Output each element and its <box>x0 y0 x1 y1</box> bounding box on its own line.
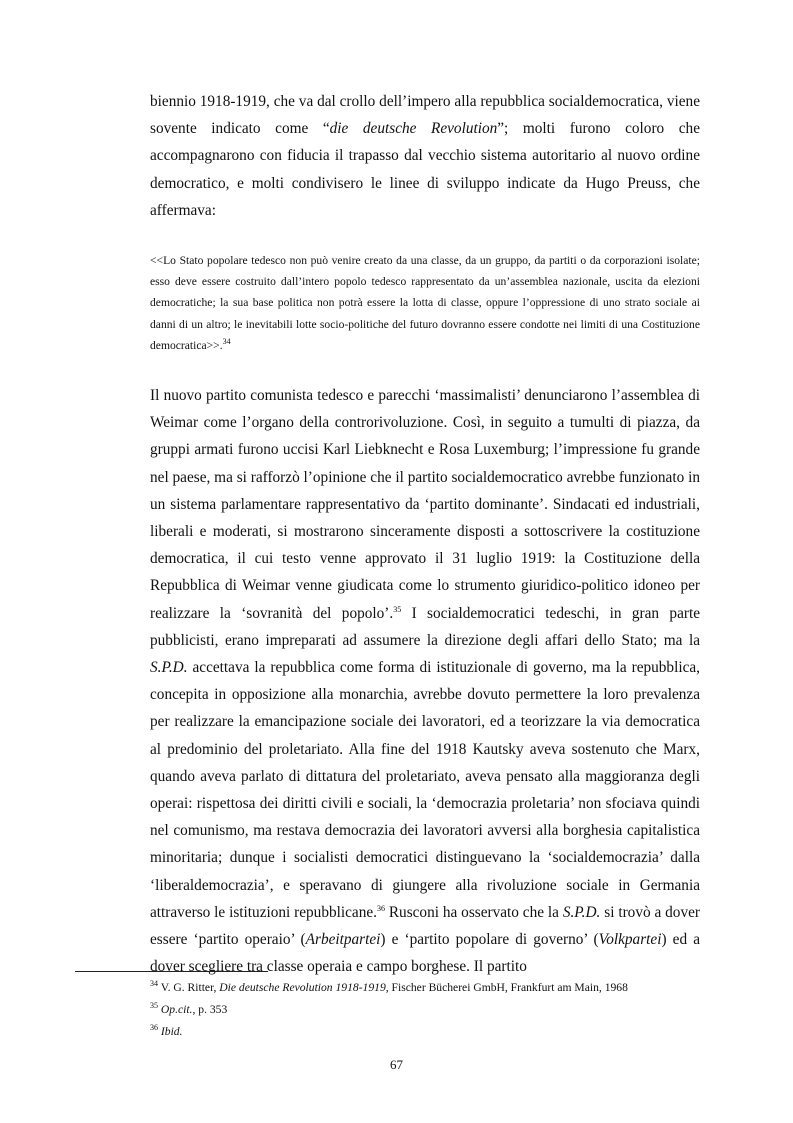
text-span: ) ed a dover scegliere tra classe operaia e campo borghese. Il partito <box>150 931 700 976</box>
quote-text: <<Lo Stato popolare tedesco non può venire creato da una classe, da un gruppo, da partiti o da corporazioni isolate; esso deve essere costruito dall’intero popolo tedesco rappresentato da un’assemblea nazionale, uscita da elezioni democratiche; la sua base politica non potrà essere la lotta di classe, oppure l’oppressione di uno strato sociale ai danni di un altro; le inevitabili lotte socio-politiche del futuro dovranno essere condotte nei limiti di una Costituzione democratica>>. <box>150 254 700 352</box>
italic-title: die deutsche Revolution <box>329 120 498 138</box>
text-span: Il nuovo partito comunista tedesco e parecchi ‘massimalisti’ denunciarono l’assemblea di Weimar come l’organo della controrivoluzione. Così, in seguito a tumulti di piazza, da gruppi armati furono uccisi Karl Liebknecht e Rosa Luxemburg; l’impressione fu grande nel paese, ma si rafforzò l’opinione che il partito socialdemocratico avrebbe funzionato in un sistema parlamentare rappresentativo da ‘partito dominante’. Sindacati ed industriali, liberali e moderati, si mostrarono sinceramente disposti a sottoscrivere la costituzione democratica, il cui testo venne approvato il 31 luglio 1919: la Costituzione della Repubblica di Weimar venne giudicata come lo strumento giuridico-politico idoneo per realizzare la ‘sovranità del popolo’. <box>150 387 700 622</box>
footnotes <box>150 977 710 1043</box>
text-span: ”; molti furono coloro che accompagnarono con fiducia il trapasso dal vecchio sistema autoritario al nuovo ordine democratico, e molti condivisero le linee di sviluppo indicate da Hugo Preuss, che affermava: <box>150 120 700 219</box>
text-span: biennio 1918-1919, che va dal crollo dell’impero alla repubblica socialdemocratica, viene sovente indicato come “ <box>150 93 700 138</box>
italic-term: Volkpartei <box>598 931 662 949</box>
footnote-number: 35 <box>150 1001 158 1011</box>
footnote-36 <box>150 1021 710 1043</box>
text-span: ) e ‘partito popolare di governo’ ( <box>380 931 599 949</box>
italic-spd: S.P.D. <box>562 903 601 921</box>
paragraph-2 <box>150 382 700 980</box>
text-span: Rusconi ha osservato che la <box>384 903 563 921</box>
page-body <box>150 88 700 981</box>
text-span: si trovò a dover essere ‘partito operaio’ ( <box>150 903 700 949</box>
italic-term: Arbeitpartei <box>305 931 381 949</box>
footnote-italic: Op.cit. <box>160 1003 193 1016</box>
footnote-number: 36 <box>150 1023 158 1033</box>
footnote-34 <box>150 977 710 999</box>
footnote-divider <box>75 971 268 972</box>
footnote-number: 34 <box>150 979 158 989</box>
footnote-ref-34[interactable]: 34 <box>222 336 231 346</box>
italic-spd: S.P.D. <box>150 659 188 677</box>
footnote-ref-35[interactable]: 35 <box>393 604 402 614</box>
paragraph-1 <box>150 88 700 224</box>
footnote-ref-36[interactable]: 36 <box>376 903 385 913</box>
page-number: 67 <box>390 1057 403 1072</box>
footnote-text: , Fischer Bücherei GmbH, Frankfurt am Main, 1968 <box>385 981 628 994</box>
footnote-text: , p. 353 <box>192 1003 228 1016</box>
footnote-text: V. G. Ritter, <box>158 981 220 994</box>
text-span: I socialdemocratici tedeschi, in gran parte pubblicisti, erano impreparati ad assumere la direzione degli affari dello Stato; ma la <box>150 604 700 649</box>
footnote-italic: Ibid. <box>160 1025 183 1038</box>
text-span: accettava la repubblica come forma di istituzionale di governo, ma la repubblica, concepita in opposizione alla monarchia, avrebbe dovuto permettere la loro prevalenza per realizzare la emancipazione sociale dei lavoratori, ed a teorizzare la via democratica al predominio del proletariato. Alla fine del 1918 Kautsky aveva sostenuto che Marx, quando aveva parlato di dittatura del proletariato, aveva pensato alla maggioranza degli operai: rispettosa dei diritti civili e sociali, la ‘democrazia proletaria’ non sfociava quindi nel comunismo, ma restava democrazia dei lavoratori avversi alla borghesia capitalistica minoritaria; dunque i socialisti democratici distinguevano la ‘socialdemocrazia’ dalla ‘liberaldemocrazia’, e speravano di giungere alla rivoluzione sociale in Germania attraverso le istituzioni repubblicane. <box>150 659 700 921</box>
block-quote <box>150 250 700 356</box>
footnote-italic: Die deutsche Revolution 1918-1919 <box>219 981 386 994</box>
footnote-35 <box>150 999 710 1021</box>
